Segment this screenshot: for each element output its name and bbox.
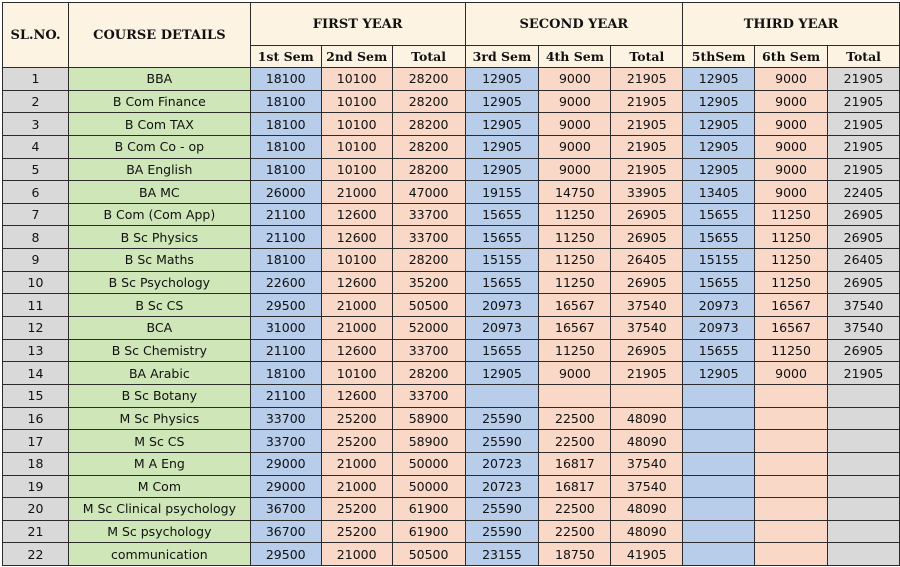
semester-fee-cell: 21000: [321, 294, 392, 317]
semester-fee-cell: 25590: [465, 498, 539, 521]
course-name-cell: M A Eng: [68, 452, 250, 475]
table-row: [3, 407, 900, 430]
semester-fee-cell: 12905: [465, 362, 539, 385]
semester-fee-cell: 15655: [683, 271, 755, 294]
table-row: [3, 543, 900, 566]
semester-fee-cell: 21000: [321, 475, 392, 498]
semester-fee-cell: 12905: [683, 68, 755, 91]
sl-no-cell: 4: [3, 135, 69, 158]
table-body: [3, 68, 900, 566]
semester-fee-cell: 12905: [465, 158, 539, 181]
sl-no-cell: 14: [3, 362, 69, 385]
semester-fee-cell: [539, 384, 611, 407]
semester-fee-cell: 18100: [250, 249, 321, 272]
semester-fee-cell: [683, 520, 755, 543]
semester-fee-cell: 21000: [321, 543, 392, 566]
table-row: [3, 181, 900, 204]
semester-fee-cell: 20973: [683, 317, 755, 340]
semester-fee-cell: 11250: [755, 339, 828, 362]
total-fee-cell: 37540: [611, 452, 683, 475]
semester-fee-cell: [683, 475, 755, 498]
total-fee-cell: 28200: [392, 249, 465, 272]
table-row: [3, 135, 900, 158]
total-fee-cell: 26905: [611, 271, 683, 294]
semester-fee-cell: 11250: [539, 271, 611, 294]
total-fee-cell: [828, 475, 900, 498]
semester-fee-cell: 25590: [465, 430, 539, 453]
course-name-cell: B Sc Chemistry: [68, 339, 250, 362]
total-fee-cell: [828, 498, 900, 521]
semester-fee-cell: [755, 475, 828, 498]
semester-fee-cell: 10100: [321, 113, 392, 136]
semester-fee-cell: 20973: [465, 294, 539, 317]
semester-fee-cell: [755, 498, 828, 521]
semester-fee-cell: 15155: [465, 249, 539, 272]
sem-header: 6th Sem: [755, 46, 828, 68]
semester-fee-cell: [755, 520, 828, 543]
semester-fee-cell: 12905: [683, 158, 755, 181]
semester-fee-cell: [683, 407, 755, 430]
course-name-cell: BBA: [68, 68, 250, 91]
sl-no-cell: 22: [3, 543, 69, 566]
sl-no-cell: 9: [3, 249, 69, 272]
semester-fee-cell: 29000: [250, 475, 321, 498]
semester-fee-cell: 21100: [250, 384, 321, 407]
semester-fee-cell: 26000: [250, 181, 321, 204]
semester-fee-cell: 13405: [683, 181, 755, 204]
sl-no-cell: 13: [3, 339, 69, 362]
course-name-cell: B Sc Botany: [68, 384, 250, 407]
semester-fee-cell: 9000: [755, 135, 828, 158]
semester-fee-cell: 12905: [683, 362, 755, 385]
semester-fee-cell: 10100: [321, 158, 392, 181]
semester-fee-cell: 16817: [539, 475, 611, 498]
total-fee-cell: [828, 384, 900, 407]
fee-structure-table: [2, 2, 900, 566]
course-name-cell: BA Arabic: [68, 362, 250, 385]
semester-fee-cell: 9000: [539, 135, 611, 158]
total-fee-cell: 37540: [611, 317, 683, 340]
semester-fee-cell: 22500: [539, 407, 611, 430]
table-row: [3, 317, 900, 340]
sl-no-cell: 7: [3, 203, 69, 226]
sl-no-cell: 21: [3, 520, 69, 543]
semester-fee-cell: 15655: [465, 339, 539, 362]
sl-no-cell: 3: [3, 113, 69, 136]
semester-fee-cell: 11250: [755, 249, 828, 272]
semester-fee-cell: 25200: [321, 498, 392, 521]
sl-no-cell: 8: [3, 226, 69, 249]
table-row: [3, 294, 900, 317]
semester-fee-cell: 11250: [539, 339, 611, 362]
semester-fee-cell: 9000: [539, 68, 611, 91]
total-fee-cell: 35200: [392, 271, 465, 294]
total-fee-cell: 48090: [611, 430, 683, 453]
total-fee-cell: 48090: [611, 407, 683, 430]
semester-fee-cell: 19155: [465, 181, 539, 204]
total-fee-cell: 21905: [828, 135, 900, 158]
semester-fee-cell: [683, 430, 755, 453]
semester-fee-cell: [465, 384, 539, 407]
total-fee-cell: 28200: [392, 362, 465, 385]
semester-fee-cell: 18100: [250, 158, 321, 181]
semester-fee-cell: 12600: [321, 384, 392, 407]
total-fee-cell: 21905: [611, 158, 683, 181]
semester-fee-cell: 15655: [683, 226, 755, 249]
course-name-cell: B Com (Com App): [68, 203, 250, 226]
semester-fee-cell: 15655: [465, 203, 539, 226]
total-fee-cell: 21905: [611, 362, 683, 385]
sl-no-cell: 10: [3, 271, 69, 294]
table-row: [3, 90, 900, 113]
semester-fee-cell: 9000: [539, 158, 611, 181]
semester-fee-cell: 15155: [683, 249, 755, 272]
table-row: [3, 226, 900, 249]
semester-fee-cell: 16817: [539, 452, 611, 475]
semester-fee-cell: 20973: [465, 317, 539, 340]
course-name-cell: BCA: [68, 317, 250, 340]
semester-fee-cell: 10100: [321, 362, 392, 385]
semester-fee-cell: 10100: [321, 249, 392, 272]
semester-fee-cell: 12905: [465, 135, 539, 158]
semester-fee-cell: [755, 543, 828, 566]
semester-fee-cell: 25200: [321, 430, 392, 453]
sl-no-cell: 11: [3, 294, 69, 317]
semester-fee-cell: 11250: [539, 203, 611, 226]
semester-fee-cell: 18100: [250, 362, 321, 385]
table-row: [3, 452, 900, 475]
total-fee-cell: 21905: [611, 113, 683, 136]
semester-fee-cell: 11250: [755, 203, 828, 226]
total-fee-cell: 26905: [828, 203, 900, 226]
semester-fee-cell: [683, 452, 755, 475]
course-name-cell: B Sc Maths: [68, 249, 250, 272]
course-name-cell: M Sc CS: [68, 430, 250, 453]
total-fee-cell: 33700: [392, 226, 465, 249]
semester-fee-cell: 21000: [321, 317, 392, 340]
semester-fee-cell: 18750: [539, 543, 611, 566]
course-name-cell: communication: [68, 543, 250, 566]
course-name-cell: B Com TAX: [68, 113, 250, 136]
semester-fee-cell: 11250: [539, 226, 611, 249]
semester-fee-cell: 16567: [539, 294, 611, 317]
course-name-cell: M Sc psychology: [68, 520, 250, 543]
total-fee-cell: 33905: [611, 181, 683, 204]
table-row: [3, 271, 900, 294]
semester-fee-cell: 21100: [250, 203, 321, 226]
semester-fee-cell: 22500: [539, 520, 611, 543]
semester-fee-cell: 9000: [755, 181, 828, 204]
total-fee-cell: 58900: [392, 430, 465, 453]
total-fee-cell: 26905: [828, 339, 900, 362]
semester-fee-cell: 20723: [465, 475, 539, 498]
semester-fee-cell: 15655: [683, 203, 755, 226]
semester-fee-cell: [755, 384, 828, 407]
semester-fee-cell: 12600: [321, 339, 392, 362]
total-fee-cell: 26905: [611, 339, 683, 362]
table-row: [3, 498, 900, 521]
total-fee-cell: 21905: [828, 68, 900, 91]
total-fee-cell: 26405: [828, 249, 900, 272]
semester-fee-cell: 9000: [539, 90, 611, 113]
table-row: [3, 68, 900, 91]
table-row: [3, 384, 900, 407]
sl-no-cell: 17: [3, 430, 69, 453]
first-year-header: FIRST YEAR: [250, 3, 465, 46]
total-fee-cell: 50000: [392, 475, 465, 498]
total-fee-cell: 26905: [611, 226, 683, 249]
semester-fee-cell: [683, 384, 755, 407]
table-row: [3, 475, 900, 498]
sl-no-cell: 19: [3, 475, 69, 498]
semester-fee-cell: [755, 407, 828, 430]
total-fee-cell: 28200: [392, 113, 465, 136]
semester-fee-cell: 9000: [539, 113, 611, 136]
total-fee-cell: 52000: [392, 317, 465, 340]
semester-fee-cell: 16567: [755, 294, 828, 317]
semester-fee-cell: 25590: [465, 520, 539, 543]
total-fee-cell: [611, 384, 683, 407]
sl-no-cell: 20: [3, 498, 69, 521]
course-name-cell: BA English: [68, 158, 250, 181]
total-fee-cell: 33700: [392, 339, 465, 362]
total-fee-cell: 37540: [828, 317, 900, 340]
total-fee-cell: 21905: [828, 158, 900, 181]
semester-fee-cell: 16567: [755, 317, 828, 340]
semester-fee-cell: [755, 430, 828, 453]
sem-header: 2nd Sem: [321, 46, 392, 68]
semester-fee-cell: 12905: [683, 113, 755, 136]
total-fee-cell: 28200: [392, 158, 465, 181]
course-name-cell: BA MC: [68, 181, 250, 204]
semester-fee-cell: 10100: [321, 68, 392, 91]
sl-no-cell: 2: [3, 90, 69, 113]
semester-fee-cell: 21100: [250, 339, 321, 362]
semester-fee-cell: 21000: [321, 181, 392, 204]
semester-fee-cell: 22600: [250, 271, 321, 294]
semester-fee-cell: [683, 543, 755, 566]
semester-fee-cell: 33700: [250, 430, 321, 453]
semester-fee-cell: 15655: [465, 226, 539, 249]
total-fee-cell: 22405: [828, 181, 900, 204]
semester-fee-cell: 9000: [755, 90, 828, 113]
semester-fee-cell: 36700: [250, 520, 321, 543]
total-header: Total: [828, 46, 900, 68]
total-fee-cell: 21905: [828, 362, 900, 385]
semester-fee-cell: 21000: [321, 452, 392, 475]
semester-fee-cell: 12905: [683, 135, 755, 158]
semester-fee-cell: [683, 498, 755, 521]
semester-fee-cell: 11250: [539, 249, 611, 272]
total-fee-cell: 26905: [828, 271, 900, 294]
semester-fee-cell: 12600: [321, 271, 392, 294]
semester-fee-cell: 29500: [250, 543, 321, 566]
second-year-header: SECOND YEAR: [465, 3, 683, 46]
semester-fee-cell: 10100: [321, 135, 392, 158]
total-fee-cell: 61900: [392, 498, 465, 521]
total-fee-cell: 26405: [611, 249, 683, 272]
semester-fee-cell: 22500: [539, 498, 611, 521]
third-year-header: THIRD YEAR: [683, 3, 900, 46]
sl-no-header: SL.NO.: [3, 3, 69, 68]
total-fee-cell: 28200: [392, 68, 465, 91]
semester-fee-cell: 11250: [755, 271, 828, 294]
semester-fee-cell: 18100: [250, 90, 321, 113]
semester-fee-cell: 18100: [250, 68, 321, 91]
table-row: [3, 249, 900, 272]
semester-fee-cell: 16567: [539, 317, 611, 340]
course-name-cell: B Sc Psychology: [68, 271, 250, 294]
total-fee-cell: 50000: [392, 452, 465, 475]
semester-fee-cell: 25200: [321, 520, 392, 543]
total-fee-cell: [828, 543, 900, 566]
total-fee-cell: [828, 407, 900, 430]
course-name-cell: B Com Co - op: [68, 135, 250, 158]
semester-fee-cell: 15655: [683, 339, 755, 362]
semester-fee-cell: 29500: [250, 294, 321, 317]
total-fee-cell: 33700: [392, 203, 465, 226]
total-fee-cell: 50500: [392, 294, 465, 317]
total-fee-cell: 48090: [611, 520, 683, 543]
total-fee-cell: 33700: [392, 384, 465, 407]
sem-header: 5thSem: [683, 46, 755, 68]
total-fee-cell: 50500: [392, 543, 465, 566]
total-fee-cell: 58900: [392, 407, 465, 430]
semester-fee-cell: 9000: [755, 68, 828, 91]
sem-header: 1st Sem: [250, 46, 321, 68]
total-fee-cell: 21905: [611, 135, 683, 158]
table-row: [3, 520, 900, 543]
total-header: Total: [392, 46, 465, 68]
semester-fee-cell: 12905: [465, 90, 539, 113]
table-row: [3, 339, 900, 362]
table-row: [3, 203, 900, 226]
semester-fee-cell: 15655: [465, 271, 539, 294]
course-name-cell: B Sc Physics: [68, 226, 250, 249]
semester-fee-cell: 20723: [465, 452, 539, 475]
total-fee-cell: 21905: [611, 90, 683, 113]
semester-fee-cell: 11250: [755, 226, 828, 249]
total-fee-cell: 26905: [611, 203, 683, 226]
course-name-cell: B Com Finance: [68, 90, 250, 113]
sem-header: 3rd Sem: [465, 46, 539, 68]
sl-no-cell: 1: [3, 68, 69, 91]
semester-fee-cell: 33700: [250, 407, 321, 430]
semester-fee-cell: 12600: [321, 203, 392, 226]
semester-fee-cell: 9000: [755, 113, 828, 136]
semester-fee-cell: 12905: [465, 68, 539, 91]
total-fee-cell: 48090: [611, 498, 683, 521]
semester-fee-cell: 9000: [539, 362, 611, 385]
total-fee-cell: 37540: [611, 294, 683, 317]
total-fee-cell: 28200: [392, 90, 465, 113]
total-header: Total: [611, 46, 683, 68]
total-fee-cell: 26905: [828, 226, 900, 249]
semester-fee-cell: 12905: [465, 113, 539, 136]
total-fee-cell: 21905: [828, 113, 900, 136]
sl-no-cell: 6: [3, 181, 69, 204]
total-fee-cell: 61900: [392, 520, 465, 543]
semester-fee-cell: 14750: [539, 181, 611, 204]
table-row: [3, 430, 900, 453]
total-fee-cell: 47000: [392, 181, 465, 204]
total-fee-cell: [828, 520, 900, 543]
semester-fee-cell: 23155: [465, 543, 539, 566]
semester-fee-cell: 9000: [755, 158, 828, 181]
table-row: [3, 113, 900, 136]
semester-fee-cell: 12600: [321, 226, 392, 249]
semester-fee-cell: 18100: [250, 135, 321, 158]
course-details-header: COURSE DETAILS: [68, 3, 250, 68]
course-name-cell: M Com: [68, 475, 250, 498]
semester-fee-cell: 22500: [539, 430, 611, 453]
sl-no-cell: 15: [3, 384, 69, 407]
semester-fee-cell: 31000: [250, 317, 321, 340]
semester-fee-cell: 12905: [683, 90, 755, 113]
course-name-cell: B Sc CS: [68, 294, 250, 317]
total-fee-cell: 28200: [392, 135, 465, 158]
table-row: [3, 158, 900, 181]
total-fee-cell: [828, 452, 900, 475]
semester-fee-cell: 10100: [321, 90, 392, 113]
semester-fee-cell: 25200: [321, 407, 392, 430]
sl-no-cell: 12: [3, 317, 69, 340]
semester-fee-cell: 36700: [250, 498, 321, 521]
total-fee-cell: 21905: [828, 90, 900, 113]
semester-fee-cell: [755, 452, 828, 475]
course-name-cell: M Sc Clinical psychology: [68, 498, 250, 521]
course-name-cell: M Sc Physics: [68, 407, 250, 430]
semester-fee-cell: 21100: [250, 226, 321, 249]
sem-header: 4th Sem: [539, 46, 611, 68]
semester-fee-cell: 9000: [755, 362, 828, 385]
semester-fee-cell: 25590: [465, 407, 539, 430]
total-fee-cell: 21905: [611, 68, 683, 91]
sl-no-cell: 16: [3, 407, 69, 430]
semester-fee-cell: 20973: [683, 294, 755, 317]
header-row-years: [3, 3, 900, 46]
total-fee-cell: [828, 430, 900, 453]
sl-no-cell: 5: [3, 158, 69, 181]
total-fee-cell: 37540: [828, 294, 900, 317]
total-fee-cell: 41905: [611, 543, 683, 566]
semester-fee-cell: 29000: [250, 452, 321, 475]
sl-no-cell: 18: [3, 452, 69, 475]
table-row: [3, 362, 900, 385]
semester-fee-cell: 18100: [250, 113, 321, 136]
total-fee-cell: 37540: [611, 475, 683, 498]
